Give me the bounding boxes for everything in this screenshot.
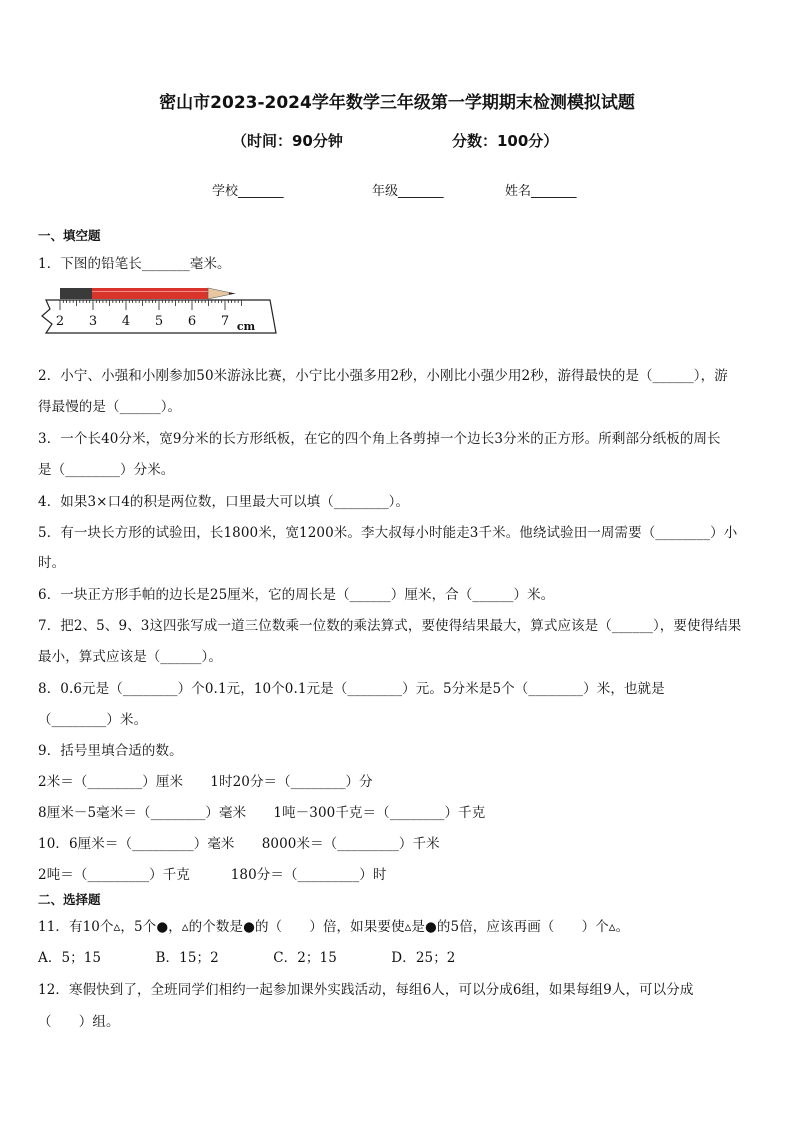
question-line: 是（________）分米。: [38, 462, 175, 478]
pencil-ruler-figure: [40, 283, 280, 347]
question-line: 2米＝（________）厘米 1时20分＝（________）分: [38, 774, 373, 790]
ruler-unit: cm: [236, 320, 256, 333]
ruler-number: 2: [55, 314, 65, 329]
question-line: 11．有10个▵，5个●，▵的个数是●的（ ）倍，如果要使▵是●的5倍，应该再画（ ）个▵。: [38, 919, 630, 935]
ruler-number: 6: [187, 314, 197, 329]
name-field: 姓名_______: [505, 184, 577, 199]
school-field: 学校_______: [212, 184, 284, 199]
question-line: 12．寒假快到了，全班同学们相约一起参加课外实践活动，每组6人，可以分成6组，如果每组9人，可以分成: [38, 982, 694, 998]
question-line: 9．括号里填合适的数。: [38, 743, 183, 759]
question-line: 3．一个长40分米，宽9分米的长方形纸板，在它的四个角上各剪掉一个边长3分米的正方形。所剩部分纸板的周长: [38, 431, 721, 447]
exam-score: 分数：100分）: [452, 132, 559, 150]
ruler-number: 7: [220, 314, 230, 329]
question-line: 7．把2、5、9、3这四张写成一道三位数乘一位数的乘法算式，要使得结果最大，算式应该是（______），要使得结果: [38, 618, 742, 634]
pencil-icon: [60, 288, 236, 299]
question-line: 1．下图的铅笔长_______毫米。: [38, 256, 231, 272]
question-line: 8厘米－5毫米＝（________）毫米 1吨－300千克＝（________）千克: [38, 805, 486, 821]
question-line: 6．一块正方形手帕的边长是25厘米，它的周长是（______）厘米，合（______）米。: [38, 587, 555, 603]
question-line: （ ）组。: [38, 1014, 120, 1030]
ruler-number: 3: [88, 314, 98, 329]
question-line: 得最慢的是（______）。: [38, 399, 182, 415]
choice-options: A．5；15 B．15；2 C．2；15 D．25；2: [38, 950, 456, 966]
question-line: （________）米。: [38, 712, 148, 728]
question-line: 最小，算式应该是（______）。: [38, 649, 222, 665]
section-multiple-choice: 二、选择题: [38, 892, 101, 907]
question-line: 2．小宁、小强和小刚参加50米游泳比赛，小宁比小强多用2秒，小刚比小强少用2秒，游得最快的是（______），游: [38, 368, 728, 384]
ruler-icon: [40, 283, 280, 343]
section-fill-blank: 一、填空题: [38, 228, 101, 243]
question-line: 2吨＝（_________）千克 180分＝（_________）时: [38, 867, 387, 883]
question-line: 时。: [38, 555, 66, 571]
exam-time: （时间：90分钟: [232, 132, 343, 150]
question-line: 4．如果3×口4的积是两位数，口里最大可以填（________）。: [38, 494, 410, 510]
question-line: 10．6厘米＝（_________）毫米 8000米＝（_________）千米: [38, 836, 440, 852]
ruler-number: 5: [154, 314, 164, 329]
question-line: 8．0.6元是（________）个0.1元，10个0.1元是（________）元。5分米是5个（________）米，也就是: [38, 681, 665, 697]
ruler-number: 4: [121, 314, 131, 329]
page-title: 密山市2023-2024学年数学三年级第一学期期末检测模拟试题: [159, 93, 635, 113]
grade-field: 年级_______: [372, 184, 444, 199]
question-line: 5．有一块长方形的试验田，长1800米，宽1200米。李大叔每小时能走3千米。他绕试验田一周需要（________）小: [38, 525, 738, 541]
